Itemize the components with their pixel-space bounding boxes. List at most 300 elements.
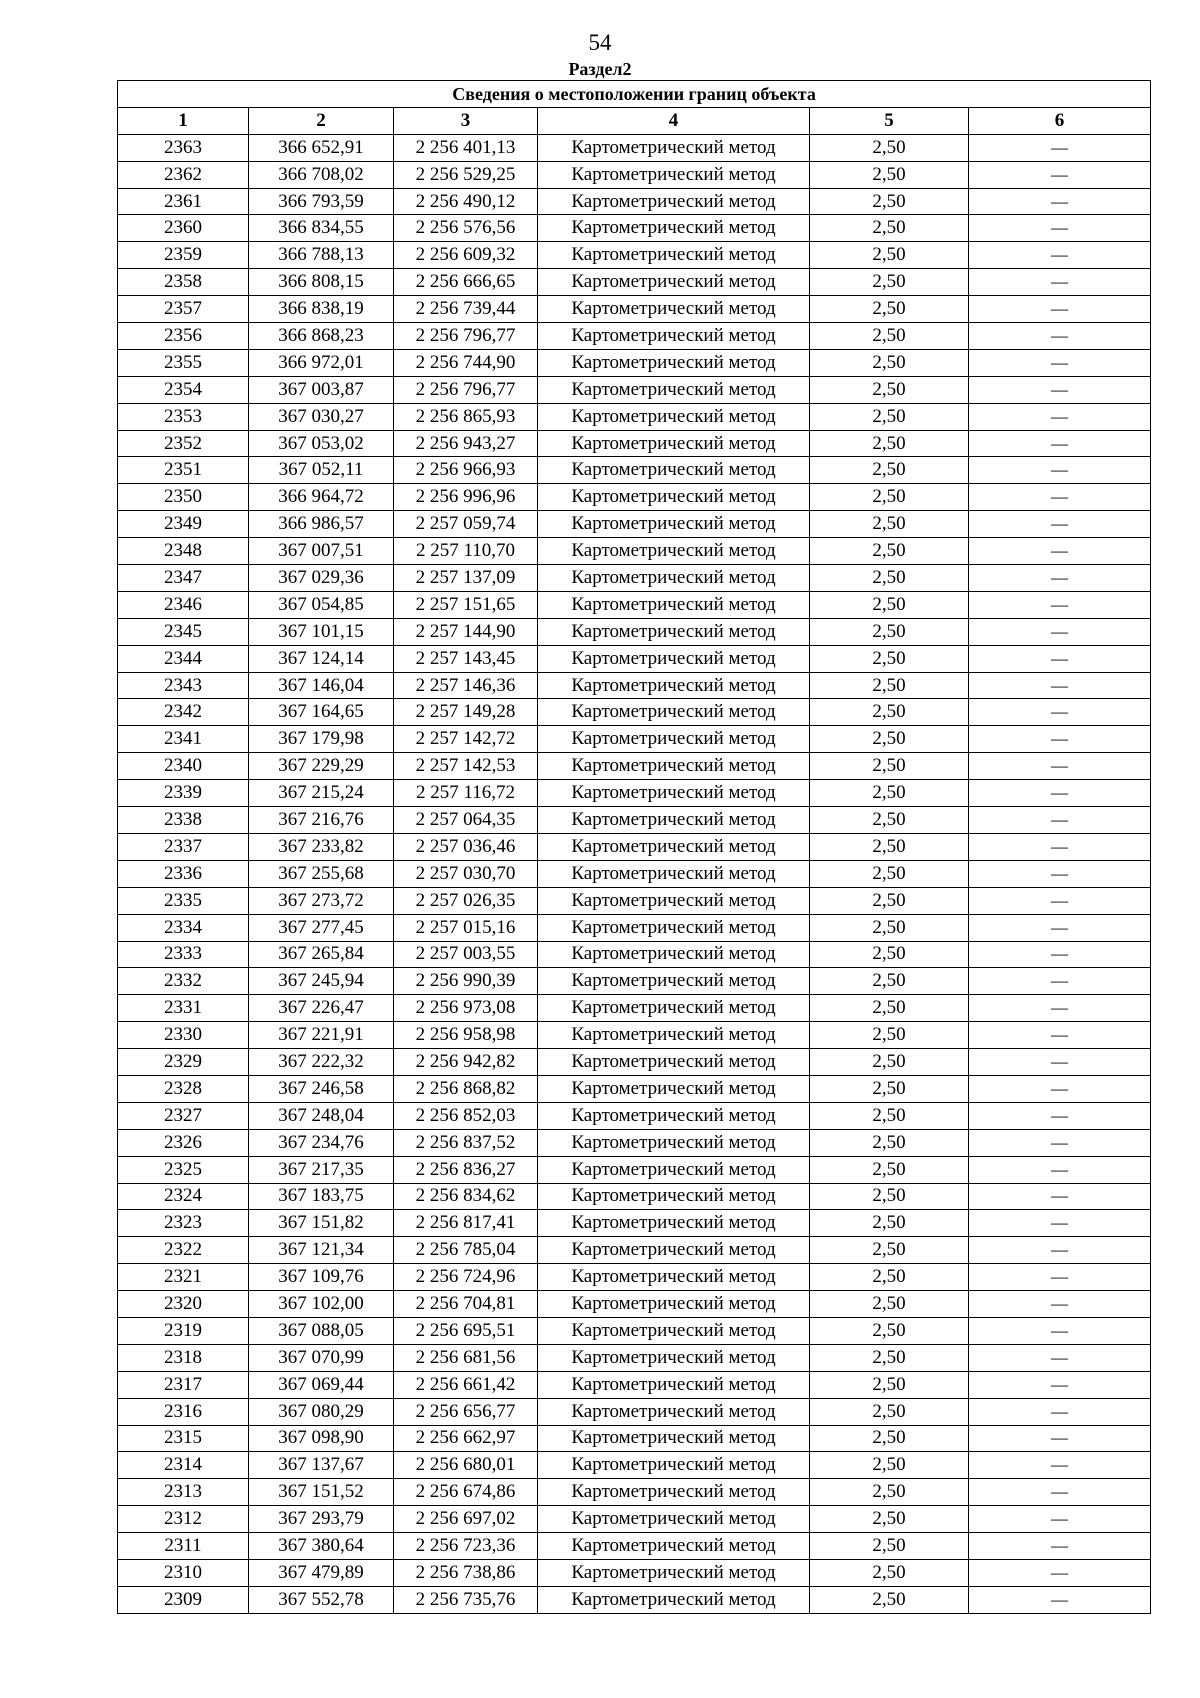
table-row <box>118 376 1151 403</box>
description-cell: — <box>969 941 1151 968</box>
table-row <box>118 565 1151 592</box>
method-cell: Картометрический метод <box>538 1210 810 1237</box>
y-coordinate-cell: 2 257 036,46 <box>394 833 538 860</box>
table-row <box>118 833 1151 860</box>
method-cell: Картометрический метод <box>538 753 810 780</box>
method-cell: Картометрический метод <box>538 1559 810 1586</box>
coordinates-table <box>117 80 1151 1614</box>
column-header: 6 <box>969 107 1151 134</box>
x-coordinate-cell: 367 273,72 <box>249 887 394 914</box>
y-coordinate-cell: 2 256 661,42 <box>394 1371 538 1398</box>
method-cell: Картометрический метод <box>538 269 810 296</box>
table-row <box>118 968 1151 995</box>
table-row <box>118 323 1151 350</box>
table-row <box>118 1317 1151 1344</box>
description-cell: — <box>969 188 1151 215</box>
table-caption: Сведения о местоположении границ объекта <box>118 81 1151 108</box>
y-coordinate-cell: 2 256 966,93 <box>394 457 538 484</box>
page-number: 54 <box>588 30 612 55</box>
x-coordinate-cell: 367 552,78 <box>249 1586 394 1613</box>
x-coordinate-cell: 367 029,36 <box>249 565 394 592</box>
method-cell: Картометрический метод <box>538 1129 810 1156</box>
method-cell: Картометрический метод <box>538 887 810 914</box>
description-cell: — <box>969 1049 1151 1076</box>
y-coordinate-cell: 2 256 834,62 <box>394 1183 538 1210</box>
table-row <box>118 726 1151 753</box>
point-number-cell: 2351 <box>118 457 249 484</box>
method-cell: Картометрический метод <box>538 349 810 376</box>
point-number-cell: 2353 <box>118 403 249 430</box>
point-number-cell: 2359 <box>118 242 249 269</box>
point-number-cell: 2325 <box>118 1156 249 1183</box>
description-cell: — <box>969 161 1151 188</box>
accuracy-cell: 2,50 <box>810 887 969 914</box>
accuracy-cell: 2,50 <box>810 1479 969 1506</box>
point-number-cell: 2357 <box>118 296 249 323</box>
x-coordinate-cell: 366 808,15 <box>249 269 394 296</box>
table-row <box>118 1452 1151 1479</box>
point-number-cell: 2316 <box>118 1398 249 1425</box>
y-coordinate-cell: 2 256 656,77 <box>394 1398 538 1425</box>
method-cell: Картометрический метод <box>538 457 810 484</box>
description-cell: — <box>969 215 1151 242</box>
description-cell: — <box>969 1210 1151 1237</box>
table-row <box>118 699 1151 726</box>
method-cell: Картометрический метод <box>538 1183 810 1210</box>
method-cell: Картометрический метод <box>538 1237 810 1264</box>
x-coordinate-cell: 367 151,52 <box>249 1479 394 1506</box>
point-number-cell: 2348 <box>118 538 249 565</box>
method-cell: Картометрический метод <box>538 511 810 538</box>
table-row <box>118 1237 1151 1264</box>
table-row <box>118 215 1151 242</box>
accuracy-cell: 2,50 <box>810 1317 969 1344</box>
table-row <box>118 1398 1151 1425</box>
method-cell: Картометрический метод <box>538 161 810 188</box>
y-coordinate-cell: 2 257 116,72 <box>394 780 538 807</box>
x-coordinate-cell: 367 080,29 <box>249 1398 394 1425</box>
description-cell: — <box>969 753 1151 780</box>
x-coordinate-cell: 367 265,84 <box>249 941 394 968</box>
y-coordinate-cell: 2 257 015,16 <box>394 914 538 941</box>
method-cell: Картометрический метод <box>538 403 810 430</box>
accuracy-cell: 2,50 <box>810 645 969 672</box>
point-number-cell: 2322 <box>118 1237 249 1264</box>
x-coordinate-cell: 366 708,02 <box>249 161 394 188</box>
x-coordinate-cell: 366 834,55 <box>249 215 394 242</box>
x-coordinate-cell: 367 053,02 <box>249 430 394 457</box>
y-coordinate-cell: 2 256 744,90 <box>394 349 538 376</box>
accuracy-cell: 2,50 <box>810 753 969 780</box>
y-coordinate-cell: 2 256 695,51 <box>394 1317 538 1344</box>
point-number-cell: 2340 <box>118 753 249 780</box>
table-row <box>118 941 1151 968</box>
description-cell: — <box>969 1452 1151 1479</box>
y-coordinate-cell: 2 257 110,70 <box>394 538 538 565</box>
description-cell: — <box>969 1129 1151 1156</box>
description-cell: — <box>969 807 1151 834</box>
y-coordinate-cell: 2 256 704,81 <box>394 1291 538 1318</box>
accuracy-cell: 2,50 <box>810 591 969 618</box>
y-coordinate-cell: 2 256 681,56 <box>394 1344 538 1371</box>
method-cell: Картометрический метод <box>538 215 810 242</box>
accuracy-cell: 2,50 <box>810 242 969 269</box>
point-number-cell: 2337 <box>118 833 249 860</box>
description-cell: — <box>969 1237 1151 1264</box>
accuracy-cell: 2,50 <box>810 699 969 726</box>
accuracy-cell: 2,50 <box>810 296 969 323</box>
table-row <box>118 1102 1151 1129</box>
point-number-cell: 2343 <box>118 672 249 699</box>
accuracy-cell: 2,50 <box>810 511 969 538</box>
method-cell: Картометрический метод <box>538 1506 810 1533</box>
table-row <box>118 645 1151 672</box>
y-coordinate-cell: 2 256 785,04 <box>394 1237 538 1264</box>
y-coordinate-cell: 2 256 865,93 <box>394 403 538 430</box>
table-row <box>118 1425 1151 1452</box>
x-coordinate-cell: 367 248,04 <box>249 1102 394 1129</box>
method-cell: Картометрический метод <box>538 1533 810 1560</box>
accuracy-cell: 2,50 <box>810 968 969 995</box>
point-number-cell: 2310 <box>118 1559 249 1586</box>
x-coordinate-cell: 367 109,76 <box>249 1264 394 1291</box>
accuracy-cell: 2,50 <box>810 1586 969 1613</box>
table-row <box>118 188 1151 215</box>
table-row <box>118 403 1151 430</box>
method-cell: Картометрический метод <box>538 1586 810 1613</box>
method-cell: Картометрический метод <box>538 699 810 726</box>
method-cell: Картометрический метод <box>538 134 810 161</box>
method-cell: Картометрический метод <box>538 591 810 618</box>
description-cell: — <box>969 1586 1151 1613</box>
y-coordinate-cell: 2 256 735,76 <box>394 1586 538 1613</box>
description-cell: — <box>969 349 1151 376</box>
table-row <box>118 1291 1151 1318</box>
x-coordinate-cell: 367 246,58 <box>249 1075 394 1102</box>
description-cell: — <box>969 887 1151 914</box>
table-row <box>118 1533 1151 1560</box>
x-coordinate-cell: 367 007,51 <box>249 538 394 565</box>
y-coordinate-cell: 2 257 151,65 <box>394 591 538 618</box>
x-coordinate-cell: 367 277,45 <box>249 914 394 941</box>
accuracy-cell: 2,50 <box>810 161 969 188</box>
description-cell: — <box>969 1479 1151 1506</box>
accuracy-cell: 2,50 <box>810 1344 969 1371</box>
table-row <box>118 887 1151 914</box>
method-cell: Картометрический метод <box>538 1264 810 1291</box>
x-coordinate-cell: 367 217,35 <box>249 1156 394 1183</box>
point-number-cell: 2363 <box>118 134 249 161</box>
method-cell: Картометрический метод <box>538 1102 810 1129</box>
method-cell: Картометрический метод <box>538 726 810 753</box>
x-coordinate-cell: 366 793,59 <box>249 188 394 215</box>
table-row <box>118 1586 1151 1613</box>
y-coordinate-cell: 2 257 144,90 <box>394 618 538 645</box>
point-number-cell: 2331 <box>118 995 249 1022</box>
y-coordinate-cell: 2 256 697,02 <box>394 1506 538 1533</box>
point-number-cell: 2347 <box>118 565 249 592</box>
table-row <box>118 269 1151 296</box>
description-cell: — <box>969 968 1151 995</box>
description-cell: — <box>969 672 1151 699</box>
y-coordinate-cell: 2 256 796,77 <box>394 376 538 403</box>
description-cell: — <box>969 1425 1151 1452</box>
table-row <box>118 995 1151 1022</box>
method-cell: Картометрический метод <box>538 914 810 941</box>
y-coordinate-cell: 2 256 990,39 <box>394 968 538 995</box>
table-row <box>118 1264 1151 1291</box>
point-number-cell: 2336 <box>118 860 249 887</box>
table-row <box>118 161 1151 188</box>
table-row <box>118 134 1151 161</box>
x-coordinate-cell: 367 102,00 <box>249 1291 394 1318</box>
column-header: 5 <box>810 107 969 134</box>
table-row <box>118 457 1151 484</box>
point-number-cell: 2324 <box>118 1183 249 1210</box>
point-number-cell: 2344 <box>118 645 249 672</box>
method-cell: Картометрический метод <box>538 430 810 457</box>
x-coordinate-cell: 367 216,76 <box>249 807 394 834</box>
y-coordinate-cell: 2 256 943,27 <box>394 430 538 457</box>
accuracy-cell: 2,50 <box>810 323 969 350</box>
x-coordinate-cell: 366 788,13 <box>249 242 394 269</box>
description-cell: — <box>969 134 1151 161</box>
section-label: Раздел2 <box>568 59 632 79</box>
table-caption-row <box>118 81 1151 108</box>
method-cell: Картометрический метод <box>538 484 810 511</box>
accuracy-cell: 2,50 <box>810 215 969 242</box>
point-number-cell: 2346 <box>118 591 249 618</box>
x-coordinate-cell: 367 222,32 <box>249 1049 394 1076</box>
x-coordinate-cell: 367 137,67 <box>249 1452 394 1479</box>
y-coordinate-cell: 2 256 674,86 <box>394 1479 538 1506</box>
accuracy-cell: 2,50 <box>810 672 969 699</box>
accuracy-cell: 2,50 <box>810 807 969 834</box>
x-coordinate-cell: 367 121,34 <box>249 1237 394 1264</box>
y-coordinate-cell: 2 256 680,01 <box>394 1452 538 1479</box>
y-coordinate-cell: 2 256 662,97 <box>394 1425 538 1452</box>
table-row <box>118 1210 1151 1237</box>
x-coordinate-cell: 367 380,64 <box>249 1533 394 1560</box>
accuracy-cell: 2,50 <box>810 1102 969 1129</box>
y-coordinate-cell: 2 256 868,82 <box>394 1075 538 1102</box>
x-coordinate-cell: 367 070,99 <box>249 1344 394 1371</box>
y-coordinate-cell: 2 256 738,86 <box>394 1559 538 1586</box>
method-cell: Картометрический метод <box>538 807 810 834</box>
column-header: 2 <box>249 107 394 134</box>
table-row <box>118 914 1151 941</box>
table-row <box>118 780 1151 807</box>
description-cell: — <box>969 430 1151 457</box>
point-number-cell: 2335 <box>118 887 249 914</box>
accuracy-cell: 2,50 <box>810 134 969 161</box>
accuracy-cell: 2,50 <box>810 349 969 376</box>
description-cell: — <box>969 296 1151 323</box>
accuracy-cell: 2,50 <box>810 1371 969 1398</box>
table-row <box>118 1344 1151 1371</box>
x-coordinate-cell: 367 229,29 <box>249 753 394 780</box>
accuracy-cell: 2,50 <box>810 1559 969 1586</box>
x-coordinate-cell: 367 088,05 <box>249 1317 394 1344</box>
accuracy-cell: 2,50 <box>810 538 969 565</box>
accuracy-cell: 2,50 <box>810 484 969 511</box>
method-cell: Картометрический метод <box>538 1398 810 1425</box>
point-number-cell: 2314 <box>118 1452 249 1479</box>
method-cell: Картометрический метод <box>538 1156 810 1183</box>
point-number-cell: 2309 <box>118 1586 249 1613</box>
x-coordinate-cell: 367 098,90 <box>249 1425 394 1452</box>
point-number-cell: 2352 <box>118 430 249 457</box>
table-row <box>118 1559 1151 1586</box>
y-coordinate-cell: 2 256 724,96 <box>394 1264 538 1291</box>
y-coordinate-cell: 2 257 064,35 <box>394 807 538 834</box>
description-cell: — <box>969 242 1151 269</box>
y-coordinate-cell: 2 256 836,27 <box>394 1156 538 1183</box>
method-cell: Картометрический метод <box>538 780 810 807</box>
description-cell: — <box>969 860 1151 887</box>
accuracy-cell: 2,50 <box>810 430 969 457</box>
x-coordinate-cell: 367 226,47 <box>249 995 394 1022</box>
y-coordinate-cell: 2 256 529,25 <box>394 161 538 188</box>
table-row <box>118 807 1151 834</box>
table-body <box>118 134 1151 1613</box>
accuracy-cell: 2,50 <box>810 1425 969 1452</box>
table-row <box>118 1022 1151 1049</box>
y-coordinate-cell: 2 257 137,09 <box>394 565 538 592</box>
description-cell: — <box>969 484 1151 511</box>
accuracy-cell: 2,50 <box>810 995 969 1022</box>
point-number-cell: 2315 <box>118 1425 249 1452</box>
point-number-cell: 2332 <box>118 968 249 995</box>
accuracy-cell: 2,50 <box>810 565 969 592</box>
table-row <box>118 538 1151 565</box>
point-number-cell: 2319 <box>118 1317 249 1344</box>
x-coordinate-cell: 367 146,04 <box>249 672 394 699</box>
point-number-cell: 2345 <box>118 618 249 645</box>
point-number-cell: 2311 <box>118 1533 249 1560</box>
point-number-cell: 2349 <box>118 511 249 538</box>
point-number-cell: 2358 <box>118 269 249 296</box>
accuracy-cell: 2,50 <box>810 833 969 860</box>
y-coordinate-cell: 2 256 723,36 <box>394 1533 538 1560</box>
accuracy-cell: 2,50 <box>810 403 969 430</box>
y-coordinate-cell: 2 256 817,41 <box>394 1210 538 1237</box>
accuracy-cell: 2,50 <box>810 1291 969 1318</box>
method-cell: Картометрический метод <box>538 188 810 215</box>
table-row <box>118 1129 1151 1156</box>
accuracy-cell: 2,50 <box>810 188 969 215</box>
x-coordinate-cell: 367 234,76 <box>249 1129 394 1156</box>
point-number-cell: 2362 <box>118 161 249 188</box>
table-row <box>118 591 1151 618</box>
point-number-cell: 2317 <box>118 1371 249 1398</box>
accuracy-cell: 2,50 <box>810 376 969 403</box>
method-cell: Картометрический метод <box>538 672 810 699</box>
point-number-cell: 2342 <box>118 699 249 726</box>
accuracy-cell: 2,50 <box>810 860 969 887</box>
description-cell: — <box>969 269 1151 296</box>
description-cell: — <box>969 1102 1151 1129</box>
method-cell: Картометрический метод <box>538 1075 810 1102</box>
y-coordinate-cell: 2 257 059,74 <box>394 511 538 538</box>
description-cell: — <box>969 1533 1151 1560</box>
table-row <box>118 1049 1151 1076</box>
method-cell: Картометрический метод <box>538 968 810 995</box>
method-cell: Картометрический метод <box>538 645 810 672</box>
x-coordinate-cell: 367 183,75 <box>249 1183 394 1210</box>
accuracy-cell: 2,50 <box>810 1452 969 1479</box>
x-coordinate-cell: 367 255,68 <box>249 860 394 887</box>
accuracy-cell: 2,50 <box>810 726 969 753</box>
y-coordinate-cell: 2 257 030,70 <box>394 860 538 887</box>
point-number-cell: 2321 <box>118 1264 249 1291</box>
method-cell: Картометрический метод <box>538 995 810 1022</box>
accuracy-cell: 2,50 <box>810 1022 969 1049</box>
accuracy-cell: 2,50 <box>810 1264 969 1291</box>
point-number-cell: 2327 <box>118 1102 249 1129</box>
point-number-cell: 2338 <box>118 807 249 834</box>
y-coordinate-cell: 2 256 796,77 <box>394 323 538 350</box>
y-coordinate-cell: 2 256 973,08 <box>394 995 538 1022</box>
accuracy-cell: 2,50 <box>810 941 969 968</box>
description-cell: — <box>969 645 1151 672</box>
description-cell: — <box>969 538 1151 565</box>
table-row <box>118 1506 1151 1533</box>
table-row <box>118 296 1151 323</box>
x-coordinate-cell: 367 245,94 <box>249 968 394 995</box>
x-coordinate-cell: 367 054,85 <box>249 591 394 618</box>
accuracy-cell: 2,50 <box>810 1183 969 1210</box>
method-cell: Картометрический метод <box>538 1317 810 1344</box>
x-coordinate-cell: 367 479,89 <box>249 1559 394 1586</box>
description-cell: — <box>969 591 1151 618</box>
accuracy-cell: 2,50 <box>810 914 969 941</box>
x-coordinate-cell: 367 179,98 <box>249 726 394 753</box>
description-cell: — <box>969 1291 1151 1318</box>
y-coordinate-cell: 2 256 666,65 <box>394 269 538 296</box>
x-coordinate-cell: 367 215,24 <box>249 780 394 807</box>
y-coordinate-cell: 2 257 142,53 <box>394 753 538 780</box>
point-number-cell: 2323 <box>118 1210 249 1237</box>
description-cell: — <box>969 1317 1151 1344</box>
y-coordinate-cell: 2 257 143,45 <box>394 645 538 672</box>
table-row <box>118 618 1151 645</box>
point-number-cell: 2361 <box>118 188 249 215</box>
x-coordinate-cell: 367 030,27 <box>249 403 394 430</box>
method-cell: Картометрический метод <box>538 1371 810 1398</box>
description-cell: — <box>969 726 1151 753</box>
x-coordinate-cell: 366 652,91 <box>249 134 394 161</box>
method-cell: Картометрический метод <box>538 1452 810 1479</box>
method-cell: Картометрический метод <box>538 1049 810 1076</box>
y-coordinate-cell: 2 256 837,52 <box>394 1129 538 1156</box>
y-coordinate-cell: 2 256 958,98 <box>394 1022 538 1049</box>
point-number-cell: 2333 <box>118 941 249 968</box>
table-row <box>118 1183 1151 1210</box>
x-coordinate-cell: 366 972,01 <box>249 349 394 376</box>
description-cell: — <box>969 1506 1151 1533</box>
method-cell: Картометрический метод <box>538 1425 810 1452</box>
accuracy-cell: 2,50 <box>810 1506 969 1533</box>
method-cell: Картометрический метод <box>538 323 810 350</box>
x-coordinate-cell: 367 233,82 <box>249 833 394 860</box>
column-header-row <box>118 107 1151 134</box>
y-coordinate-cell: 2 256 490,12 <box>394 188 538 215</box>
x-coordinate-cell: 367 069,44 <box>249 1371 394 1398</box>
point-number-cell: 2356 <box>118 323 249 350</box>
description-cell: — <box>969 1156 1151 1183</box>
x-coordinate-cell: 367 293,79 <box>249 1506 394 1533</box>
